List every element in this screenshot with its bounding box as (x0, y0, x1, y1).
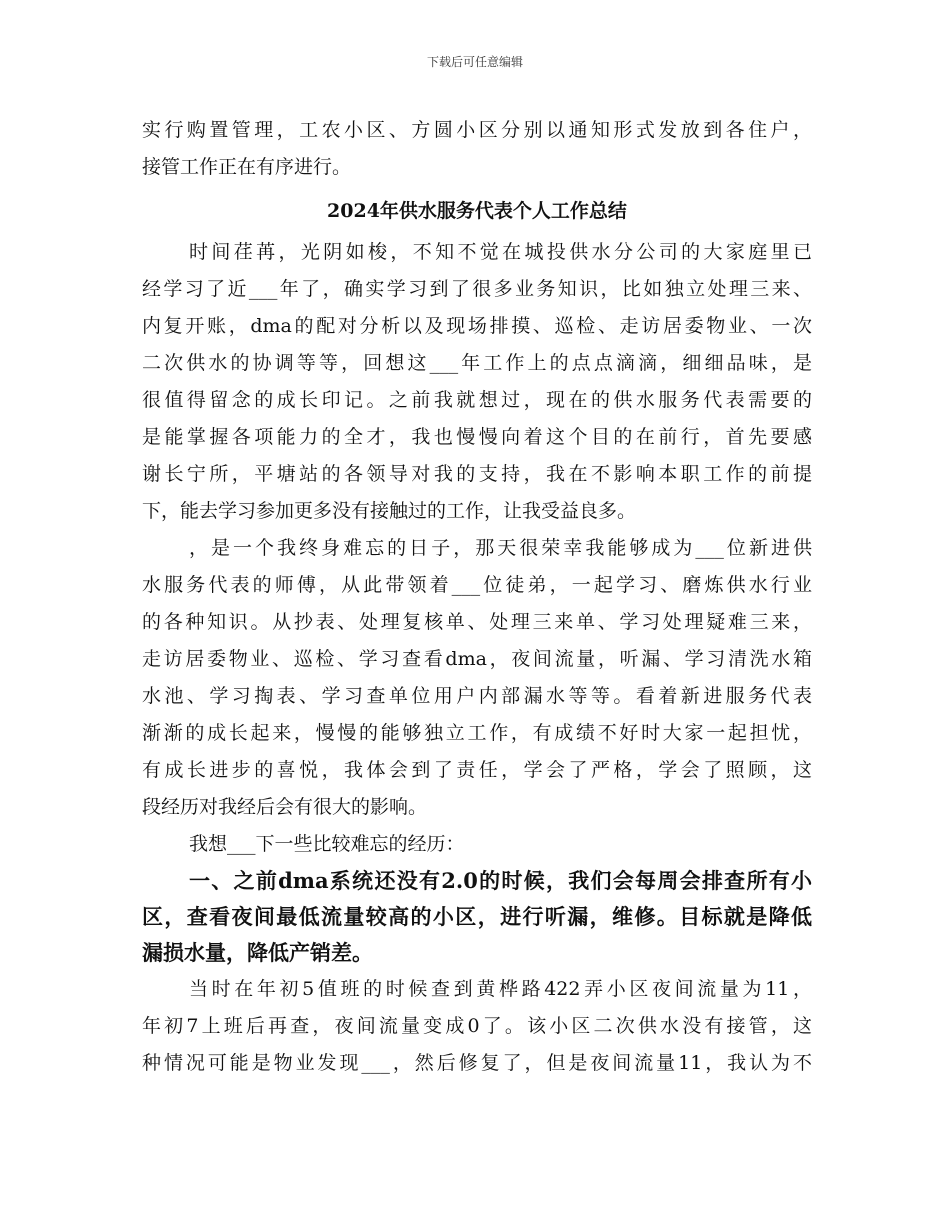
text-line: 经学习了近___年了，确实学习到了很多业务知识，比如独立处理三来、 (142, 278, 812, 300)
text-line: 年初7上班后再查，夜间流量变成0了。该小区二次供水没有接管，这 (142, 1015, 812, 1037)
section-heading-1 (142, 863, 812, 971)
text-line: 时间荏苒，光阴如梭，不知不觉在城投供水分公司的大家庭里已 (189, 241, 812, 263)
heading-line: 一、之前dma系统还没有2.0的时候，我们会每周会排查所有小 (189, 868, 812, 893)
text-line: 下，能去学习参加更多没有接触过的工作，让我受益良多。 (142, 500, 637, 522)
text-line: 水池、学习掏表、学习查单位用户内部漏水等等。看着新进服务代表 (142, 685, 812, 707)
heading-line: 漏损水量，降低产销差。 (142, 940, 373, 965)
text-line: 实行购置管理，工农小区、方圆小区分别以通知形式发放到各住户， (142, 119, 812, 141)
text-line: 我想___下一些比较难忘的经历： (189, 833, 465, 855)
text-line: 接管工作正在有序进行。 (142, 156, 352, 178)
text-line: 是能掌握各项能力的全才，我也慢慢向着这个目的在前行，首先要感 (142, 426, 812, 448)
heading-line: 区，查看夜间最低流量较高的小区，进行听漏，维修。目标就是降低 (142, 904, 812, 929)
text-line: 内复开账，dma的配对分析以及现场排摸、巡检、走访居委物业、一次 (142, 315, 812, 337)
text-line: 走访居委物业、巡检、学习查看dma，夜间流量，听漏、学习清洗水箱 (142, 648, 812, 670)
paragraph-2 (142, 530, 812, 826)
text-line: 当时在年初5值班的时候查到黄桦路422弄小区夜间流量为11， (189, 978, 812, 1000)
paragraph-3 (142, 826, 812, 863)
text-line: 渐渐的成长起来，慢慢的能够独立工作，有成绩不好时大家一起担忧， (142, 722, 812, 744)
text-line: 的各种知识。从抄表、处理复核单、处理三来单、学习处理疑难三来， (142, 611, 812, 633)
text-line: 段经历对我经后会有很大的影响。 (142, 796, 428, 818)
text-line: ，是一个我终身难忘的日子，那天很荣幸我能够成为___位新进供 (189, 537, 812, 559)
text-line: 种情况可能是物业发现___，然后修复了，但是夜间流量11，我认为不 (142, 1052, 812, 1074)
text-line: 很值得留念的成长印记。之前我就想过，现在的供水服务代表需要的 (142, 389, 812, 411)
document-title: 2024年供水服务代表个人工作总结 (327, 200, 627, 222)
text-line: 水服务代表的师傅，从此带领着___位徒弟，一起学习、磨炼供水行业 (142, 574, 812, 596)
text-line: 二次供水的协调等等，回想这___年工作上的点点滴滴，细细品味，是 (142, 352, 812, 374)
text-line: 谢长宁所，平塘站的各领导对我的支持，我在不影响本职工作的前提 (142, 463, 812, 485)
document-body (142, 112, 812, 1082)
page-header-note: 下载后可任意编辑 (426, 55, 523, 69)
text-line: 有成长进步的喜悦，我体会到了责任，学会了严格，学会了照顾，这 (142, 759, 812, 781)
intro-paragraph (142, 112, 812, 186)
paragraph-1 (142, 234, 812, 530)
paragraph-4 (142, 971, 812, 1082)
